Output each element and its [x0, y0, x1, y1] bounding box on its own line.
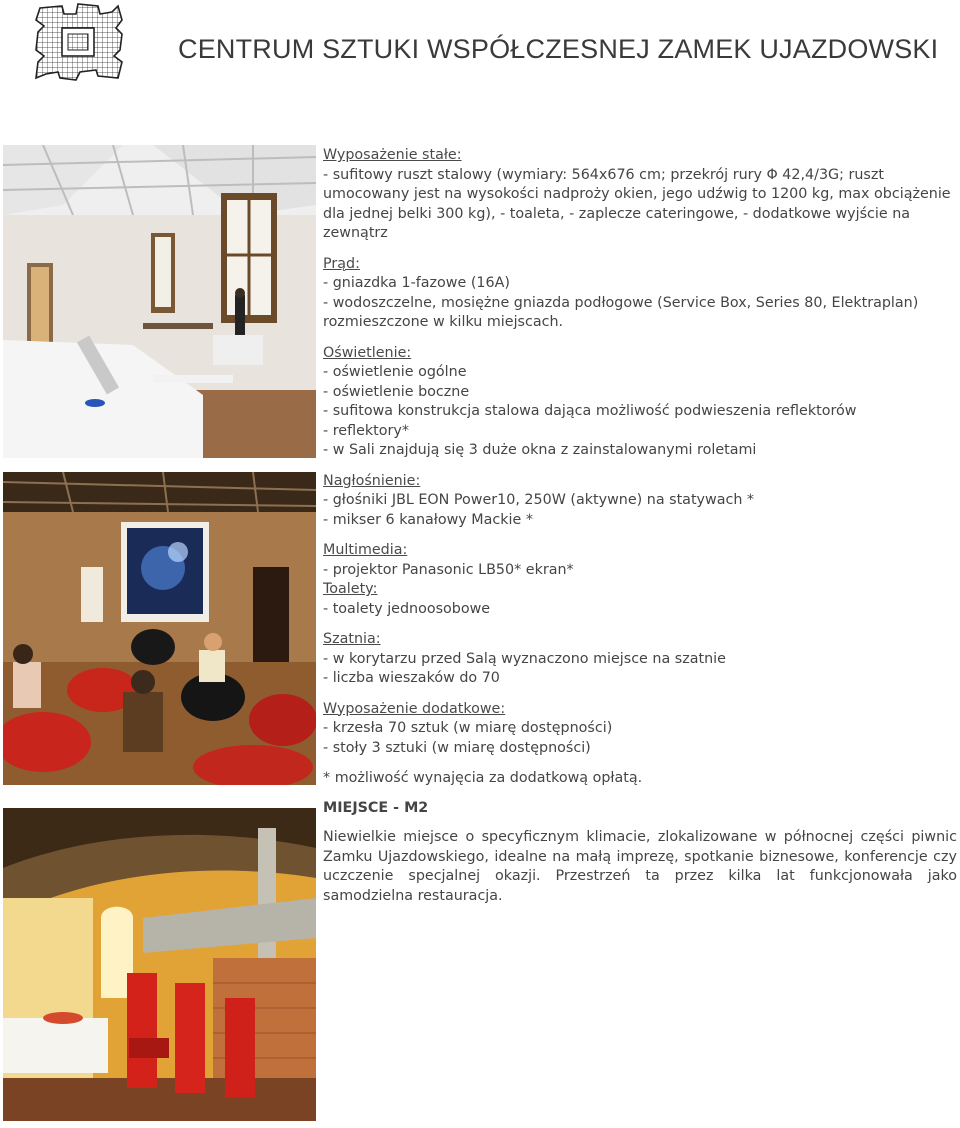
room-photo-bright-hall — [3, 145, 316, 458]
venue-details — [323, 146, 957, 906]
page-title: CENTRUM SZTUKI WSPÓŁCZESNEJ ZAMEK UJAZDOWSKI — [178, 34, 939, 64]
section-line: - reflektory* — [323, 422, 409, 439]
castle-grid-logo — [32, 2, 126, 82]
section-line: - w Sali znajdują się 3 duże okna z zainstalowanymi roletami — [323, 442, 757, 458]
section-fixed-equipment — [323, 146, 957, 244]
section-sound — [323, 472, 957, 531]
section-line: - oświetlenie ogólne — [323, 364, 467, 380]
section-heading: Nagłośnienie: — [323, 472, 421, 489]
section-line: - gniazdka 1-fazowe (16A) — [323, 275, 510, 291]
section-lighting — [323, 344, 957, 461]
room-photo-cellar — [3, 808, 316, 1121]
section-heading: Toalety: — [323, 581, 378, 597]
footnote: * możliwość wynajęcia za dodatkową opłatą. — [323, 770, 643, 786]
section-line: - sufitowa konstrukcja stalowa dająca możliwość podwieszenia reflektorów — [323, 403, 857, 419]
place-description: Niewielkie miejsce o specyficznym klimacie, zlokalizowane w północnej części piwnic Zamku Ujazdowskiego, idealne na małą imprezę, spotkanie biznesowe, konferencje czy uczczenie specjalnej okazji. Przestrzeń ta przez kilka lat funkcjonowała jako samodzielna restauracja. — [323, 829, 957, 904]
section-heading: Wyposażenie stałe: — [323, 147, 462, 163]
section-heading: Prąd: — [323, 255, 360, 272]
section-multimedia — [323, 541, 957, 580]
section-power — [323, 255, 957, 333]
room-photo-projection — [3, 472, 316, 785]
section-toilets — [323, 580, 957, 619]
section-heading: Wyposażenie dodatkowe: — [323, 700, 506, 717]
section-line: - stoły 3 sztuki (w miarę dostępności) — [323, 739, 591, 756]
place-title: MIEJSCE - M2 — [323, 799, 429, 816]
section-line: - oświetlenie boczne — [323, 383, 470, 400]
section-heading: Szatnia: — [323, 631, 381, 647]
section-line: - wodoszczelne, mosiężne gniazda podłogowe (Service Box, Series 80, Elektraplan) rozmieszczone w kilku miejscach. — [323, 294, 919, 330]
section-extra-equipment — [323, 700, 957, 759]
section-line: - liczba wieszaków do 70 — [323, 670, 500, 686]
section-line: - w korytarzu przed Salą wyznaczono miejsce na szatnie — [323, 650, 726, 667]
section-heading: Multimedia: — [323, 542, 408, 558]
section-line: - mikser 6 kanałowy Mackie * — [323, 511, 534, 528]
section-line: - sufitowy ruszt stalowy (wymiary: 564x676 cm; przekrój rury Φ 42,4/3G; ruszt umocowany jest na wysokości nadproży okien, jego udźwig to 1200 kg, max obciążenie dla jednej belki 300 kg), - toaleta, - zaplecze cateringowe, - dodatkowe wyjście na zewnątrz — [323, 166, 951, 241]
section-heading: Oświetlenie: — [323, 344, 412, 361]
section-line: - projektor Panasonic LB50* ekran* — [323, 561, 574, 578]
section-line: - toalety jednoosobowe — [323, 600, 491, 617]
section-cloakroom — [323, 630, 957, 689]
section-line: - głośniki JBL EON Power10, 250W (aktywne) na statywach * — [323, 492, 755, 508]
section-line: - krzesła 70 sztuk (w miarę dostępności) — [323, 720, 613, 736]
